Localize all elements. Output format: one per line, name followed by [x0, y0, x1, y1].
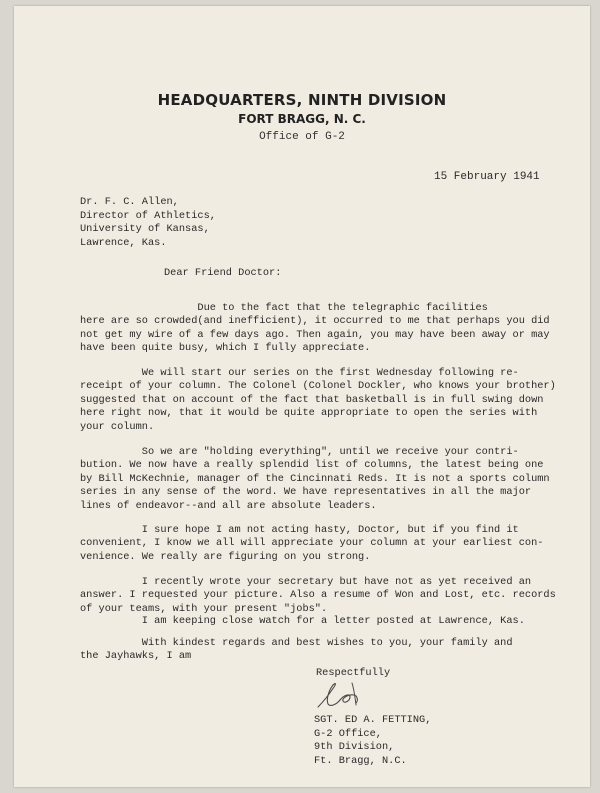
- letter-page: [14, 6, 590, 787]
- paragraph-5: [80, 576, 556, 616]
- letterhead-title: HEADQUARTERS, NINTH DIVISION: [157, 91, 447, 109]
- handwritten-signature: [314, 677, 374, 711]
- letterhead-office: Office of G-2: [259, 131, 345, 143]
- sender-line: SGT. ED A. FETTING,: [314, 714, 432, 726]
- recipient-line: Lawrence, Kas.: [80, 236, 167, 249]
- paragraph-line: With kindest regards and best wishes to you, your family and: [80, 637, 513, 649]
- paragraph-line: not get my wire of a few days ago. Then again, you may have been away or may: [80, 328, 550, 341]
- letter: [14, 6, 590, 787]
- paragraph-line: I recently wrote your secretary but have not as yet received an: [80, 576, 532, 588]
- paragraph-line: lines of endeavor--and all are absolute leaders.: [80, 499, 377, 512]
- letter-date: 15 February 1941: [434, 171, 540, 183]
- paragraph-line: So we are "holding everything", until we receive your contri-: [80, 446, 519, 458]
- paragraph-line: of your teams, with your present "jobs".: [80, 602, 328, 615]
- paragraph-1: [80, 302, 550, 356]
- paragraph-line: by Bill McKechnie, manager of the Cincinnati Reds. It is not a sports column: [80, 472, 550, 485]
- sender-line: G-2 Office,: [314, 727, 382, 740]
- paragraph-line: have been quite busy, which I fully appreciate.: [80, 342, 371, 355]
- paragraph-6: [80, 615, 550, 628]
- paragraph-line: answer. I requested your picture. Also a resume of Won and Lost, etc. records: [80, 589, 556, 602]
- recipient-address: [80, 196, 216, 250]
- paragraph-line: I sure hope I am not acting hasty, Doctor, but if you find it: [80, 524, 519, 536]
- paragraph-2: [80, 367, 556, 434]
- paragraph-4: [80, 524, 550, 564]
- paragraph-line: convenient, I know we all will appreciate your column at your earliest con-: [80, 537, 544, 550]
- recipient-line: Director of Athletics,: [80, 209, 216, 222]
- salutation: Dear Friend Doctor:: [164, 267, 282, 279]
- paragraph-3: [80, 446, 550, 513]
- sender-line: Ft. Bragg, N.C.: [314, 754, 407, 767]
- paragraph-line: venience. We really are figuring on you strong.: [80, 550, 371, 563]
- paragraph-line: I am keeping close watch for a letter posted at Lawrence, Kas.: [80, 615, 525, 627]
- sender-line: 9th Division,: [314, 741, 395, 753]
- sender-block: [314, 714, 431, 768]
- paragraph-line: the Jayhawks, I am: [80, 650, 192, 663]
- paragraph-7: [80, 637, 550, 664]
- paragraph-line: bution. We now have a really splendid list of columns, the latest being one: [80, 459, 544, 472]
- paragraph-line: series in any sense of the word. We have representatives in all the major: [80, 486, 532, 499]
- paragraph-line: Due to the fact that the telegraphic facilities: [80, 302, 488, 314]
- paragraph-line: here right now, that it would be quite appropriate to open the series with: [80, 407, 538, 420]
- paragraph-line: suggested that on account of the fact that basketball is in full swing down: [80, 393, 544, 406]
- recipient-line: University of Kansas,: [80, 223, 210, 236]
- recipient-line: Dr. F. C. Allen,: [80, 196, 179, 208]
- letterhead-location: FORT BRAGG, N. C.: [238, 112, 366, 126]
- closing: Respectfully: [316, 667, 391, 679]
- paragraph-line: your column.: [80, 420, 155, 433]
- paragraph-line: receipt of your column. The Colonel (Colonel Dockler, who knows your brother): [80, 380, 556, 393]
- paragraph-line: here are so crowded(and inefficient), it occurred to me that perhaps you did: [80, 315, 550, 328]
- paragraph-line: We will start our series on the first Wednesday following re-: [80, 367, 519, 379]
